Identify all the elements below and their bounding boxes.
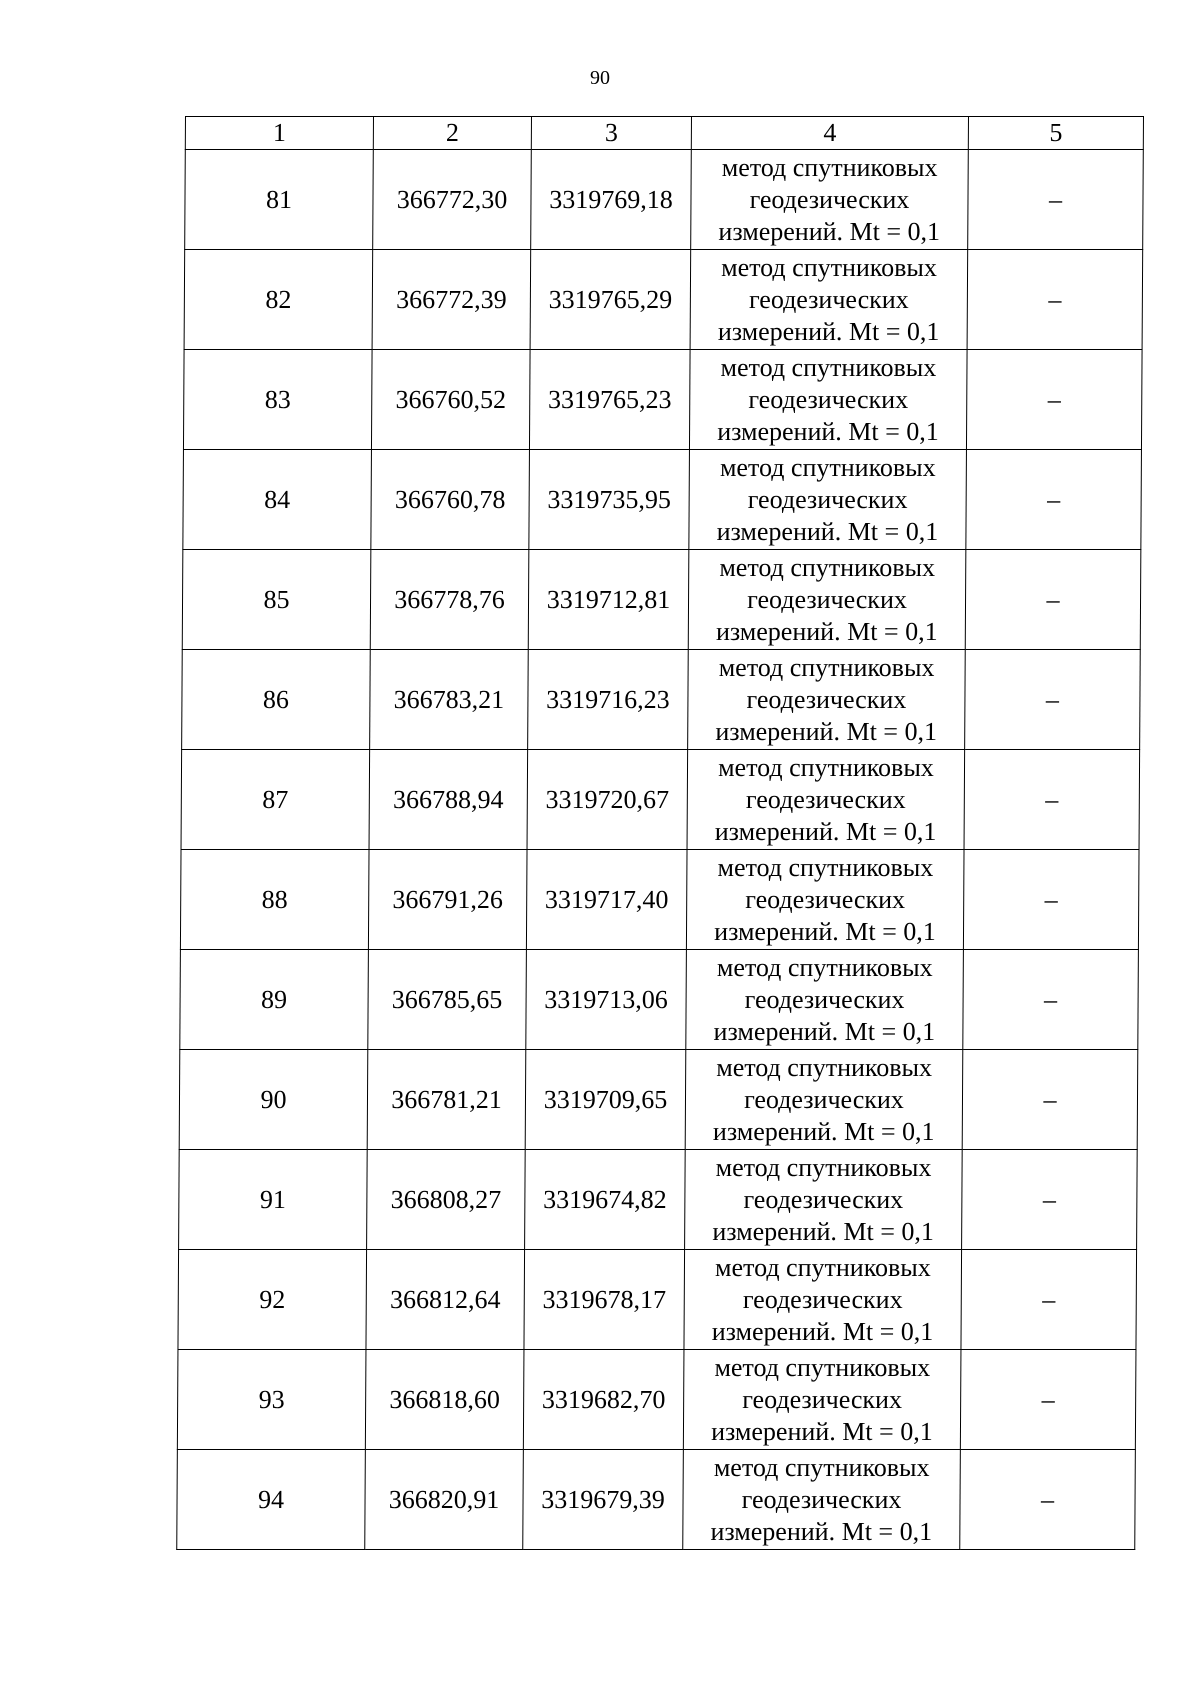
coordinate-y-cell: 3319674,82 bbox=[525, 1150, 686, 1250]
method-text-line: метод спутниковых bbox=[721, 252, 938, 282]
method-text-line: геодезических bbox=[745, 884, 906, 914]
table-row bbox=[180, 950, 1139, 1050]
coordinate-y-cell: 3319682,70 bbox=[523, 1350, 684, 1450]
method-cell bbox=[685, 1050, 963, 1150]
coordinate-y-cell: 3319720,67 bbox=[527, 750, 688, 850]
method-text-line: измерений. Mt = 0,1 bbox=[712, 1116, 935, 1146]
method-text-line: метод спутниковых bbox=[715, 1252, 931, 1282]
note-cell: – bbox=[962, 1150, 1138, 1250]
point-number-cell: 82 bbox=[184, 250, 373, 350]
note-cell: – bbox=[968, 150, 1144, 250]
method-text-line: метод спутниковых bbox=[715, 1152, 932, 1182]
point-number-cell: 83 bbox=[183, 350, 372, 450]
coordinates-table bbox=[176, 116, 1144, 1550]
method-text-line: геодезических bbox=[745, 784, 906, 814]
method-text-line: измерений. Mt = 0,1 bbox=[711, 1316, 934, 1346]
coordinate-x-cell: 366818,60 bbox=[365, 1350, 524, 1450]
method-cell bbox=[689, 450, 967, 550]
coordinate-y-cell: 3319765,23 bbox=[529, 350, 690, 450]
method-text-line: метод спутниковых bbox=[718, 652, 935, 682]
method-text-line: геодезических bbox=[747, 484, 908, 514]
table-row bbox=[177, 1350, 1136, 1450]
point-number-cell: 92 bbox=[178, 1250, 367, 1350]
header-col-2: 2 bbox=[373, 117, 531, 150]
coordinate-y-cell: 3319765,29 bbox=[530, 250, 691, 350]
note-cell: – bbox=[960, 1350, 1136, 1450]
method-text-line: измерений. Mt = 0,1 bbox=[714, 816, 937, 846]
method-text-line: измерений. Mt = 0,1 bbox=[718, 216, 941, 246]
note-cell: – bbox=[966, 450, 1142, 550]
table-body bbox=[177, 150, 1144, 1550]
method-text-line: измерений. Mt = 0,1 bbox=[717, 416, 939, 446]
point-number-cell: 94 bbox=[177, 1450, 366, 1550]
method-text-line: геодезических bbox=[747, 584, 907, 614]
method-cell bbox=[688, 650, 966, 750]
coordinate-y-cell: 3319769,18 bbox=[531, 150, 692, 250]
table-row bbox=[185, 150, 1144, 250]
method-text-line: измерений. Mt = 0,1 bbox=[713, 1016, 936, 1046]
method-cell bbox=[685, 1150, 963, 1250]
point-number-cell: 84 bbox=[183, 450, 372, 550]
method-cell bbox=[688, 550, 966, 650]
method-cell bbox=[683, 1450, 961, 1550]
method-text-line: измерений. Mt = 0,1 bbox=[711, 1416, 933, 1446]
table-row bbox=[182, 550, 1141, 650]
coordinate-y-cell: 3319717,40 bbox=[526, 850, 687, 950]
method-text-line: метод спутниковых bbox=[713, 1452, 930, 1482]
table-row bbox=[178, 1250, 1137, 1350]
point-number-cell: 85 bbox=[182, 550, 371, 650]
coordinate-x-cell: 366808,27 bbox=[367, 1150, 526, 1250]
method-cell bbox=[684, 1250, 962, 1350]
method-text-line: метод спутниковых bbox=[714, 1352, 931, 1382]
note-cell: – bbox=[963, 950, 1139, 1050]
table-row bbox=[184, 250, 1143, 350]
note-cell: – bbox=[965, 650, 1141, 750]
table-row bbox=[182, 650, 1141, 750]
header-col-4: 4 bbox=[691, 117, 968, 150]
method-text-line: измерений. Mt = 0,1 bbox=[717, 316, 940, 346]
method-text-line: геодезических bbox=[744, 984, 905, 1014]
method-cell bbox=[683, 1350, 961, 1450]
note-cell: – bbox=[967, 250, 1143, 350]
coordinate-x-cell: 366760,78 bbox=[371, 450, 530, 550]
page-number: 90 bbox=[590, 67, 610, 89]
method-text-line: геодезических bbox=[744, 1084, 904, 1114]
method-text-line: измерений. Mt = 0,1 bbox=[712, 1216, 935, 1246]
coordinate-x-cell: 366785,65 bbox=[368, 950, 527, 1050]
method-cell bbox=[690, 250, 968, 350]
note-cell: – bbox=[961, 1250, 1137, 1350]
method-cell bbox=[687, 750, 965, 850]
coordinate-x-cell: 366778,76 bbox=[370, 550, 529, 650]
coordinate-x-cell: 366820,91 bbox=[365, 1450, 524, 1550]
method-text-line: измерений. Mt = 0,1 bbox=[710, 1516, 933, 1546]
table-row bbox=[180, 850, 1139, 950]
method-text-line: геодезических bbox=[748, 284, 909, 314]
method-cell bbox=[686, 850, 964, 950]
method-text-line: измерений. Mt = 0,1 bbox=[715, 616, 938, 646]
note-cell: – bbox=[965, 550, 1141, 650]
point-number-cell: 88 bbox=[180, 850, 369, 950]
method-text-line: измерений. Mt = 0,1 bbox=[716, 516, 939, 546]
coordinate-y-cell: 3319712,81 bbox=[528, 550, 689, 650]
method-text-line: измерений. Mt = 0,1 bbox=[714, 916, 936, 946]
table-header-row bbox=[185, 117, 1143, 150]
method-text-line: геодезических bbox=[749, 184, 910, 214]
coordinate-x-cell: 366781,21 bbox=[367, 1050, 526, 1150]
coordinate-x-cell: 366772,30 bbox=[373, 150, 532, 250]
method-text-line: метод спутниковых bbox=[720, 352, 937, 382]
note-cell: – bbox=[966, 350, 1142, 450]
method-text-line: метод спутниковых bbox=[719, 552, 936, 582]
point-number-cell: 87 bbox=[181, 750, 370, 850]
method-text-line: геодезических bbox=[743, 1184, 904, 1214]
table-row bbox=[179, 1050, 1138, 1150]
coordinate-x-cell: 366791,26 bbox=[368, 850, 527, 950]
method-text-line: геодезических bbox=[748, 384, 909, 414]
coordinate-x-cell: 366812,64 bbox=[366, 1250, 525, 1350]
coordinate-y-cell: 3319713,06 bbox=[526, 950, 687, 1050]
method-text-line: метод спутниковых bbox=[719, 452, 936, 482]
header-col-1: 1 bbox=[185, 117, 373, 150]
method-text-line: метод спутниковых bbox=[716, 952, 933, 982]
point-number-cell: 89 bbox=[180, 950, 369, 1050]
note-cell: – bbox=[964, 750, 1140, 850]
point-number-cell: 93 bbox=[177, 1350, 366, 1450]
note-cell: – bbox=[960, 1450, 1136, 1550]
coordinate-y-cell: 3319716,23 bbox=[528, 650, 689, 750]
coordinate-y-cell: 3319678,17 bbox=[524, 1250, 685, 1350]
table-row bbox=[183, 450, 1142, 550]
coordinate-y-cell: 3319679,39 bbox=[523, 1450, 684, 1550]
method-text-line: метод спутниковых bbox=[717, 852, 934, 882]
table-row bbox=[179, 1150, 1138, 1250]
note-cell: – bbox=[963, 850, 1139, 950]
method-text-line: геодезических bbox=[742, 1284, 903, 1314]
method-cell bbox=[686, 950, 964, 1050]
coordinate-x-cell: 366772,39 bbox=[372, 250, 531, 350]
note-cell: – bbox=[962, 1050, 1138, 1150]
point-number-cell: 86 bbox=[182, 650, 371, 750]
coordinate-x-cell: 366760,52 bbox=[371, 350, 530, 450]
header-col-3: 3 bbox=[531, 117, 691, 150]
method-cell bbox=[689, 350, 967, 450]
method-text-line: метод спутниковых bbox=[718, 752, 934, 782]
coordinate-y-cell: 3319709,65 bbox=[525, 1050, 686, 1150]
point-number-cell: 81 bbox=[185, 150, 374, 250]
method-text-line: геодезических bbox=[742, 1384, 903, 1414]
method-text-line: метод спутниковых bbox=[716, 1052, 933, 1082]
header-col-5: 5 bbox=[968, 117, 1143, 150]
method-cell bbox=[691, 150, 969, 250]
method-text-line: геодезических bbox=[746, 684, 907, 714]
point-number-cell: 91 bbox=[179, 1150, 368, 1250]
table-row bbox=[183, 350, 1142, 450]
point-number-cell: 90 bbox=[179, 1050, 368, 1150]
method-text-line: измерений. Mt = 0,1 bbox=[715, 716, 938, 746]
coordinate-x-cell: 366783,21 bbox=[370, 650, 529, 750]
method-text-line: геодезических bbox=[741, 1484, 902, 1514]
table-row bbox=[177, 1450, 1136, 1550]
table-row bbox=[181, 750, 1140, 850]
method-text-line: метод спутниковых bbox=[721, 152, 938, 182]
coordinate-x-cell: 366788,94 bbox=[369, 750, 528, 850]
coordinate-y-cell: 3319735,95 bbox=[529, 450, 690, 550]
